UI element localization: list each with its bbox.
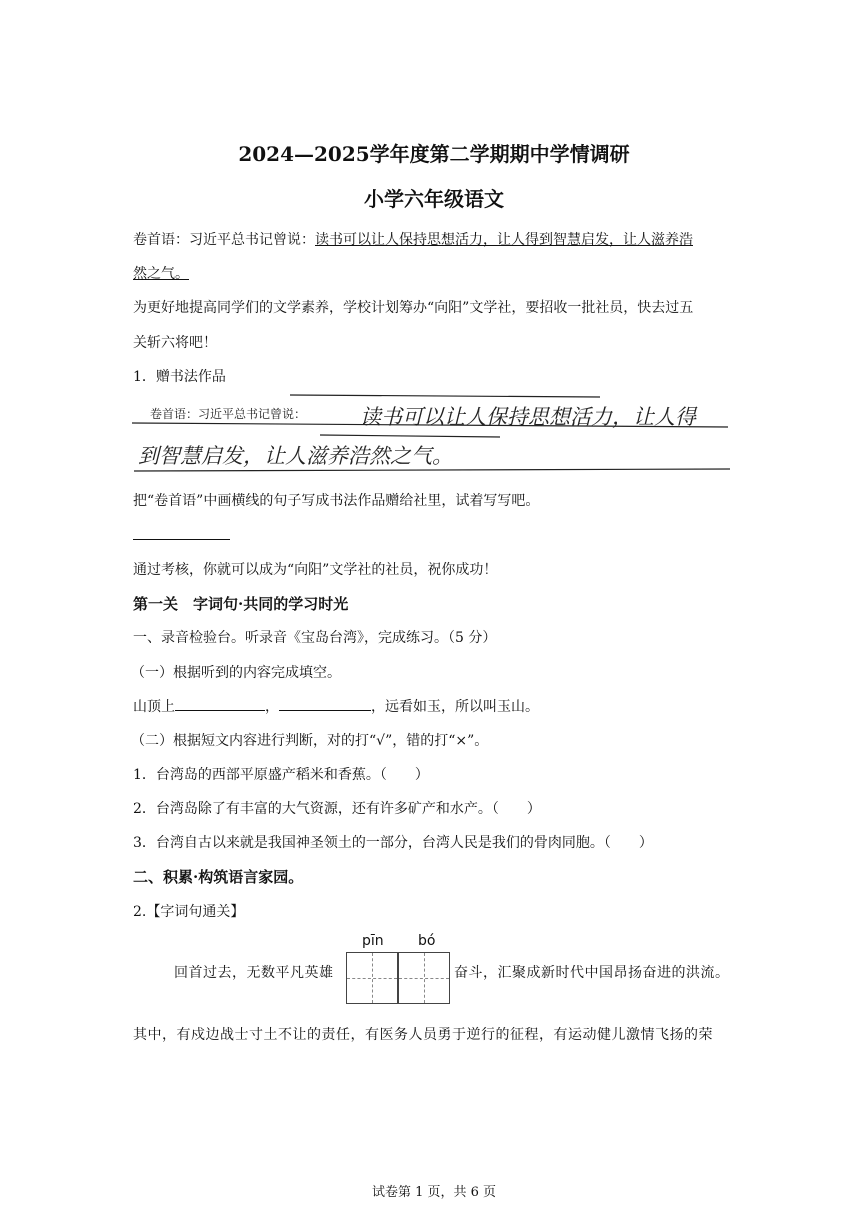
sentence-before: 回首过去，无数平凡英雄 [174, 965, 334, 981]
preface-line-1 [133, 229, 693, 249]
exam-subtitle: 小学六年级语文 [364, 187, 504, 211]
answer-line [133, 539, 230, 540]
page-footer: 试卷第 1 页，共 6 页 [371, 1185, 497, 1200]
fill-blank-line [133, 696, 539, 716]
section-1-sub-1: （一）根据听到的内容完成填空。 [131, 665, 341, 681]
question-1-instruction: 把“卷首语”中画横线的句子写成书法作品赠给社里，试着写写吧。 [133, 493, 540, 509]
blank-2[interactable] [279, 696, 371, 711]
fill-suffix: ，远看如玉，所以叫玉山。 [371, 699, 539, 715]
intro-line-2: 关斩六将吧！ [133, 335, 217, 351]
blank-1[interactable] [175, 696, 265, 711]
section-1-part-1: 一、录音检验台。听录音《宝岛台湾》，完成练习。（5 分） [133, 630, 497, 646]
exam-title: 2024—2025学年度第二学期期中学情调研 [238, 142, 630, 166]
handwriting-label: 卷首语：习近平总书记曾说： [150, 407, 307, 421]
preface-quote-2: 然之气。 [133, 266, 189, 282]
judge-item-2: 2．台湾岛除了有丰富的大气资源，还有许多矿产和水产。（ ） [133, 801, 541, 817]
char-box-2[interactable] [398, 952, 450, 1004]
fill-prefix: 山顶上 [133, 699, 175, 715]
char-box-1[interactable] [346, 952, 398, 1004]
pinyin-2: bó [418, 933, 436, 949]
handwriting-line-1: 读书可以让人保持思想活力，让人得 [360, 405, 696, 429]
judge-item-1: 1．台湾岛的西部平原盛产稻米和香蕉。（ ） [133, 767, 429, 783]
sentence-after: 奋斗，汇聚成新时代中国昂扬奋进的洪流。 [454, 965, 730, 981]
fill-comma: ， [265, 699, 279, 715]
section-1-sub-2: （二）根据短文内容进行判断，对的打“√”，错的打“×”。 [131, 733, 489, 749]
section-1-title: 第一关 字词句·共同的学习时光 [133, 595, 349, 613]
continuation-text: 其中，有戍边战士寸土不让的责任，有医务人员勇于逆行的征程，有运动健儿激情飞扬的荣 [133, 1027, 713, 1043]
question-2-heading: 2.【字词句通关】 [133, 904, 245, 920]
question-1-heading: 1．赠书法作品 [133, 369, 226, 385]
congrats-text: 通过考核，你就可以成为“向阳”文学社的社员，祝你成功！ [133, 562, 498, 578]
handwriting-line-2: 到智慧启发，让人滋养浩然之气。 [138, 444, 453, 468]
preface-label: 卷首语：习近平总书记曾说： [133, 232, 315, 248]
preface-quote-1: 读书可以让人保持思想活力，让人得到智慧启发，让人滋养浩 [315, 232, 693, 248]
judge-item-3: 3．台湾自古以来就是我国神圣领土的一部分，台湾人民是我们的骨肉同胞。（ ） [133, 835, 653, 851]
pinyin-1: pīn [362, 933, 384, 949]
intro-line-1: 为更好地提高同学们的文学素养，学校计划筹办“向阳”文学社，要招收一批社员，快去过五 [133, 300, 694, 316]
calligraphy-sample-image [130, 393, 730, 475]
section-2-title: 二、积累·构筑语言家园。 [133, 868, 304, 886]
